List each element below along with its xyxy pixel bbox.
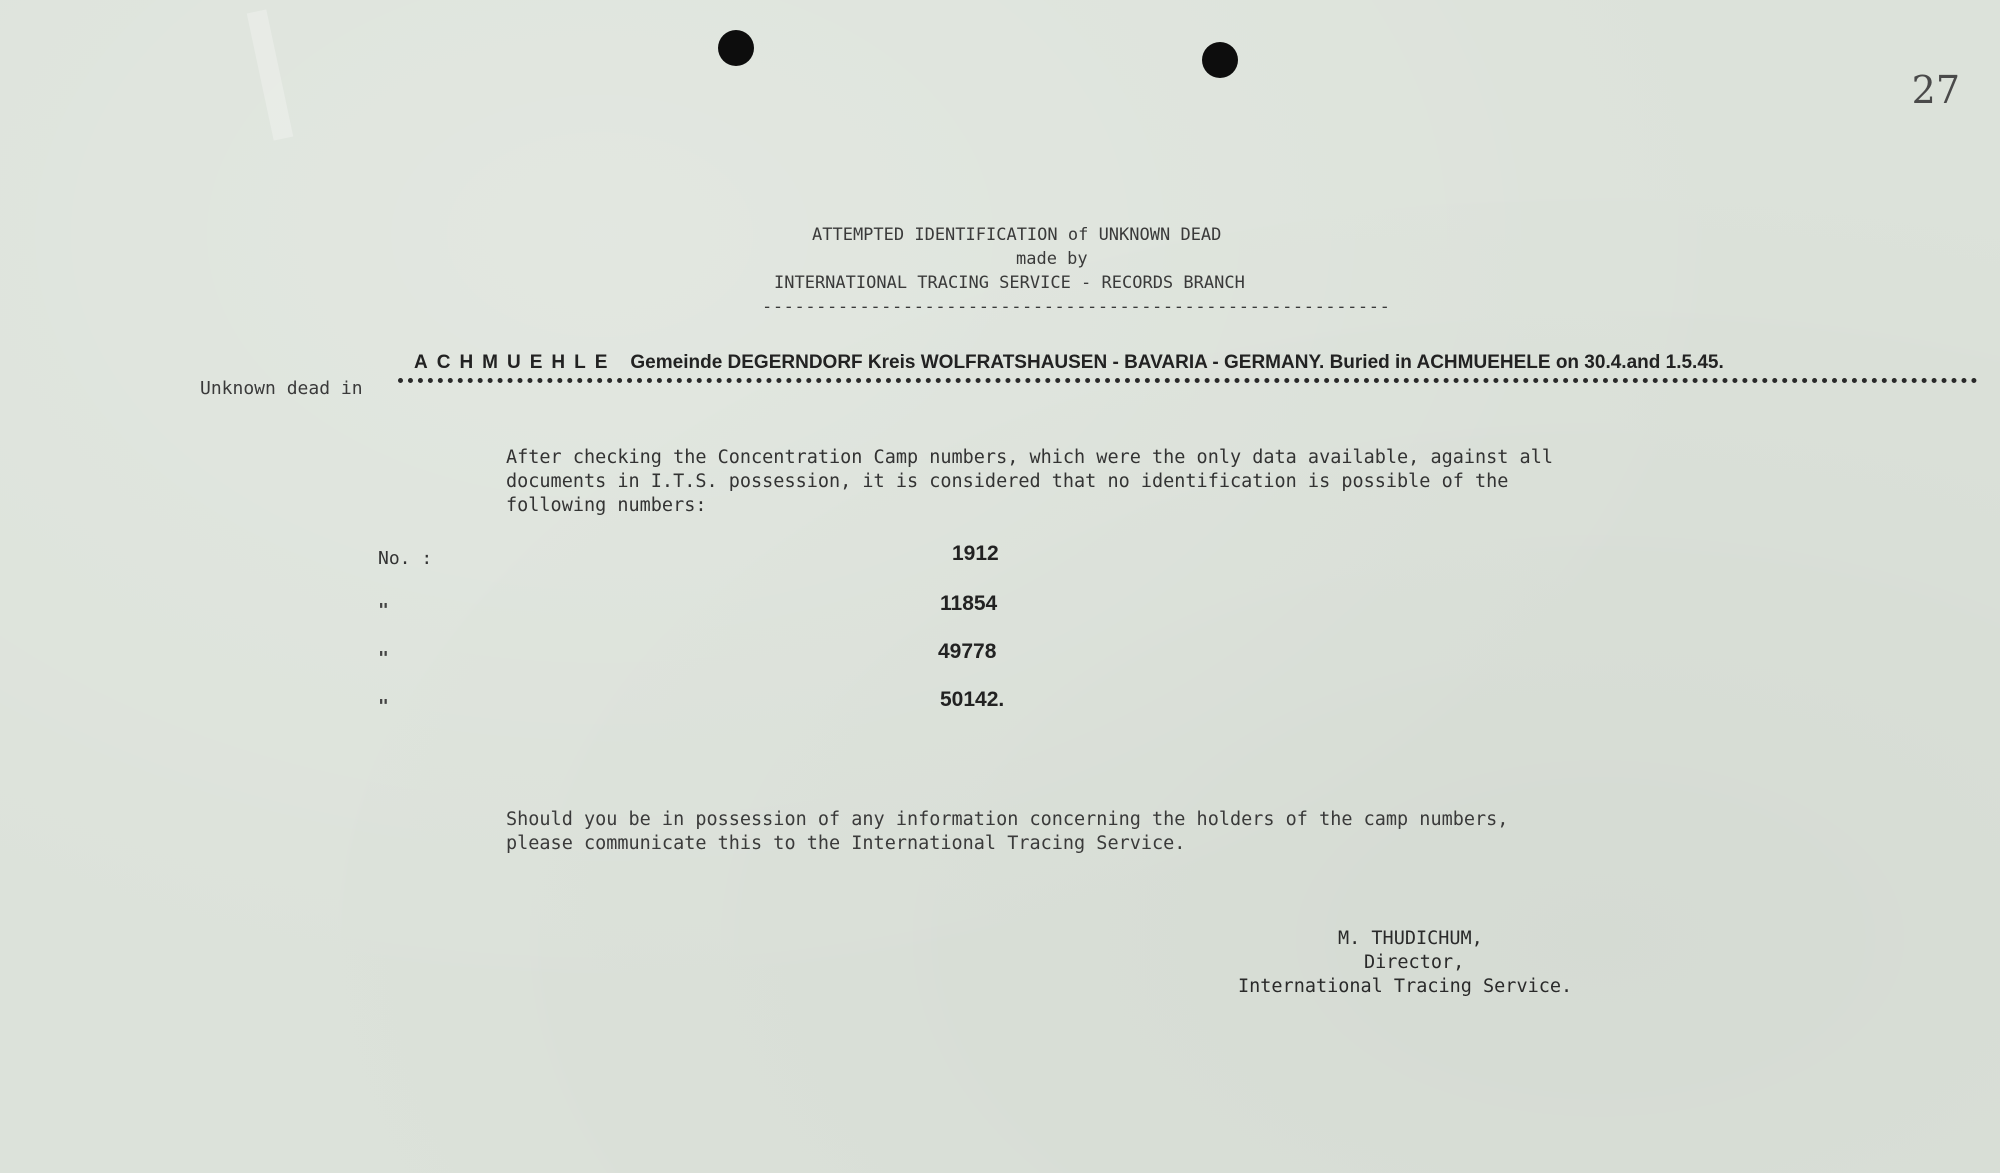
signatory-title: Director, [1364, 952, 1465, 973]
camp-number-1: 1912 [952, 542, 999, 565]
place-details: Gemeinde DEGERNDORF Kreis WOLFRATSHAUSEN - BAVARIA - GERMANY. Buried in ACHMUEHELE on 30.4.and 1.5.45. [630, 352, 1724, 373]
paper-mark [247, 9, 294, 140]
signatory-organization: International Tracing Service. [1238, 976, 1573, 997]
header-title: ATTEMPTED IDENTIFICATION of UNKNOWN DEAD [812, 225, 1222, 245]
ditto-mark-2: " [378, 648, 389, 669]
closing-paragraph: Should you be in possession of any information concerning the holders of the camp numbers, please communicate this to the International Tracing Service. [506, 809, 1509, 854]
page-number: 27 [1911, 68, 1960, 112]
body-paragraph: After checking the Concentration Camp numbers, which were the only data available, against all documents in I.T.S. possession, it is considered that no identification is possible of the following numbers: [506, 447, 1553, 516]
burial-location [414, 352, 1724, 374]
camp-number-4: 50142. [940, 688, 1005, 711]
punch-hole-right [1202, 42, 1238, 78]
signatory-name: M. THUDICHUM, [1338, 928, 1483, 949]
ditto-mark-3: " [378, 696, 389, 717]
header-rule: ---------------------------------------------------------- [762, 297, 1391, 317]
camp-number-2: 11854 [940, 592, 998, 615]
numbers-label: No. : [378, 548, 433, 569]
punch-hole-left [718, 30, 754, 66]
unknown-dead-label: Unknown dead in [200, 378, 363, 399]
camp-number-3: 49778 [938, 640, 997, 663]
place-name: ACHMUEHLE [414, 352, 617, 373]
ditto-mark-1: " [378, 600, 389, 621]
header-made-by: made by [1016, 249, 1088, 269]
header-organization: INTERNATIONAL TRACING SERVICE - RECORDS BRANCH [774, 273, 1245, 293]
